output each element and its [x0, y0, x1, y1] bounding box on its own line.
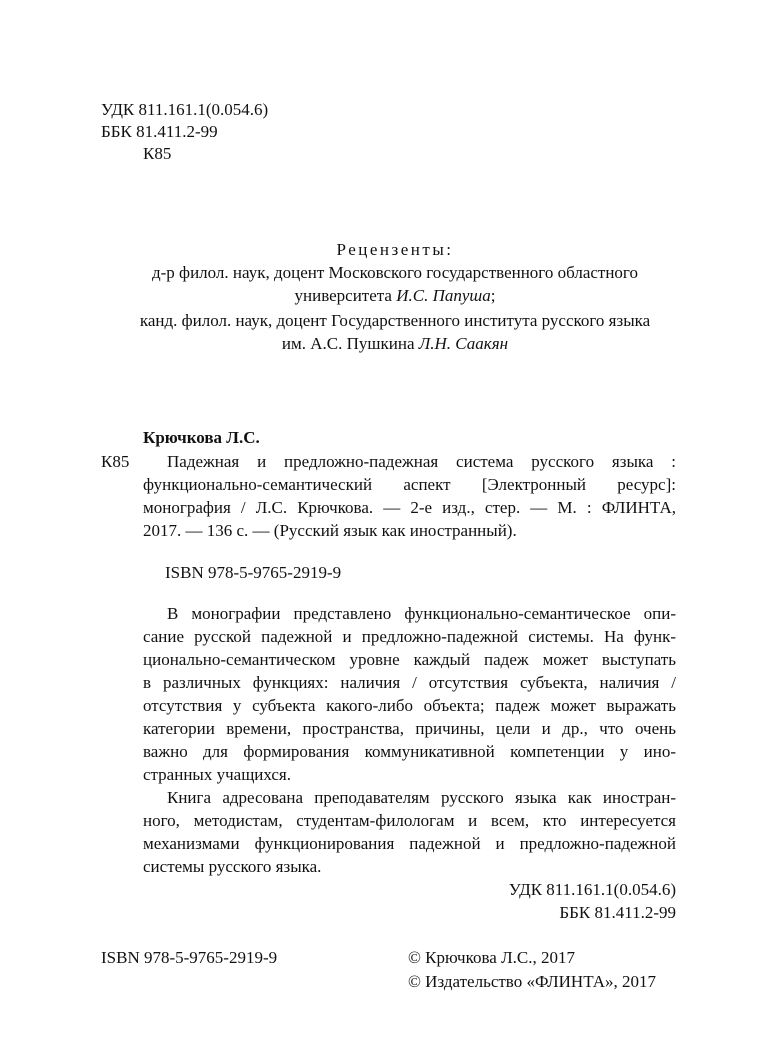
bib-author: Крючкова Л.С. [143, 428, 260, 447]
reviewer-2-line-2: им. А.С. Пушкина Л.Н. Саакян [281, 334, 509, 353]
abstract-line: Книга адресована преподавателям русского языка как иностран- [167, 788, 676, 807]
bib-isbn: ISBN 978-5-9765-2919-9 [165, 563, 342, 582]
abstract-line: категории времени, пространства, причины, цели и др., что очень [143, 719, 676, 738]
bib-line: функционально-семантический аспект [Электронный ресурс]: [143, 475, 676, 494]
reviewer-2-line-1: канд. филол. наук, доцент Государственного института русского языка [139, 311, 651, 330]
abstract-line: отсутствия у субъекта какого-либо объекта; падеж может выражать [143, 696, 676, 715]
bottom-isbn: ISBN 978-5-9765-2919-9 [101, 948, 278, 967]
reviewer-1-name: И.С. Папуша [396, 286, 491, 305]
abstract-line: в различных функциях: наличия / отсутствия субъекта, наличия / [143, 673, 676, 692]
bbk-code: ББК 81.411.2-99 [101, 122, 218, 141]
copyright-publisher: © Издательство «ФЛИНТА», 2017 [408, 972, 657, 991]
reviewer-1-line-1: д-р филол. наук, доцент Московского государственного областного [152, 263, 638, 282]
reviewer-2-name: Л.Н. Саакян [418, 334, 509, 353]
abstract-line: ного, методистам, студентам-филологам и всем, кто интересуется [143, 811, 676, 830]
bib-mark: К85 [101, 452, 130, 471]
abstract-line: странных учащихся. [143, 765, 292, 784]
abstract-line: системы русского языка. [143, 857, 322, 876]
bib-line: 2017. — 136 с. — (Русский язык как иностранный). [143, 521, 517, 540]
abstract-line: В монографии представлено функционально-семантическое опи- [167, 604, 676, 623]
reviewer-1-line-2: университета И.С. Папуша; [294, 286, 496, 305]
abstract-line: ционально-семантическом уровне каждый падеж может выступать [143, 650, 676, 669]
author-mark: К85 [143, 144, 172, 163]
udk-code: УДК 811.161.1(0.054.6) [101, 100, 269, 119]
reviewers-heading: Рецензенты: [336, 240, 454, 259]
bib-line: Падежная и предложно-падежная система русского языка : [167, 452, 676, 471]
footer-bbk: ББК 81.411.2-99 [559, 903, 676, 922]
abstract-line: важно для формирования коммуникативной компетенции у ино- [143, 742, 676, 761]
abstract-line: механизмами функционирования падежной и предложно-падежной [143, 834, 676, 853]
footer-udk: УДК 811.161.1(0.054.6) [508, 880, 676, 899]
bib-line: монография / Л.С. Крючкова. — 2-е изд., стер. — М. : ФЛИНТА, [143, 498, 676, 517]
copyright-author: © Крючкова Л.С., 2017 [408, 948, 575, 967]
abstract-line: сание русской падежной и предложно-падежной системы. На функ- [143, 627, 676, 646]
